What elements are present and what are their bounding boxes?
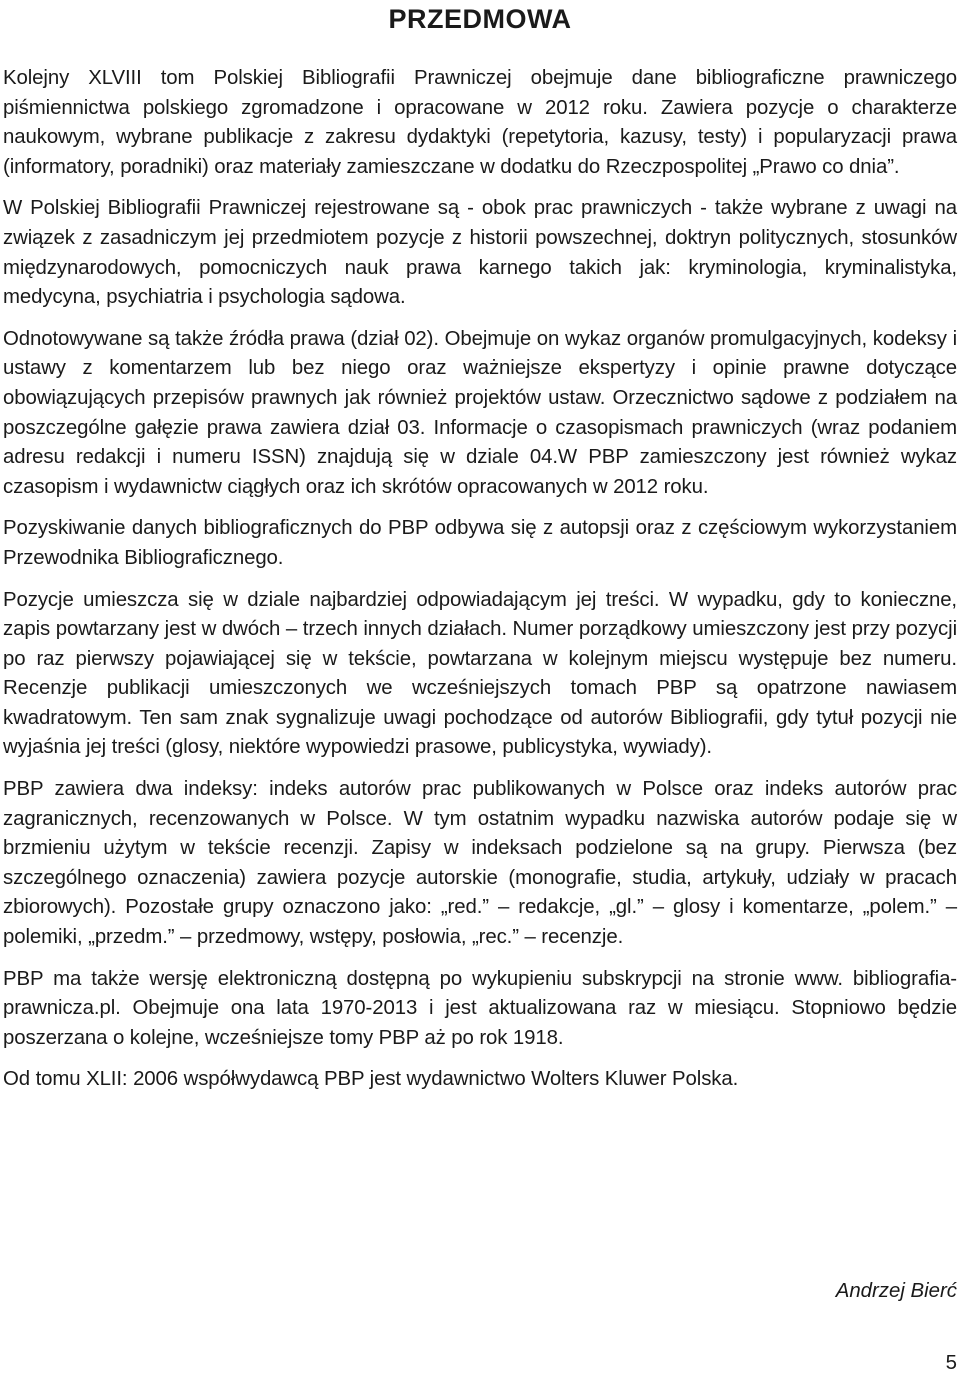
paragraph-2: W Polskiej Bibliografii Prawniczej rejestrowane są - obok prac prawniczych - także wybrane z uwagi na związek z zasadniczym jej przedmiotem pozycje z historii powszechnej, doktryn politycznych, stosunków międzynarodowych, pomocniczych nauk prawa karnego takich jak: kryminologia, kryminalistyka, medycyna, psychiatria i psychologia sądowa.	[3, 197, 957, 309]
paragraph-8: Od tomu XLII: 2006 współwydawcą PBP jest wydawnictwo Wolters Kluwer Polska.	[3, 1068, 739, 1091]
paragraph-3: Odnotowywane są także źródła prawa (dział 02). Obejmuje on wykaz organów promulgacyjnych, kodeksy i ustawy z komentarzem lub bez niego oraz ważniejsze ekspertyzy i opinie prawne dotyczące obowiązujących przepisów prawnych jak również projektów ustaw. Orzecznictwo sądowe z podziałem na poszczególne gałęzie prawa zawiera dział 03. Informacje o czasopismach prawniczych (wraz podaniem adresu redakcji i numeru ISSN) znajdują się w dziale 04.W PBP zamieszczony jest również wykaz czasopism i wydawnictw ciągłych oraz ich skrótów opracowanych w 2012 roku.	[3, 327, 957, 498]
paragraph-7: PBP ma także wersję elektroniczną dostępną po wykupieniu subskrypcji na stronie www. bibliografia-prawnicza.pl. Obejmuje ona lata 1970-2013 i jest aktualizowana raz w miesiącu. Stopniowo będzie poszerzana o kolejne, wcześniejsze tomy PBP aż po rok 1918.	[3, 967, 957, 1049]
paragraph-5: Pozycje umieszcza się w dziale najbardziej odpowiadającym jej treści. W wypadku, gdy to konieczne, zapis powtarzany jest w dwóch – trzech innych działach. Numer porządkowy umieszczony jest przy pozycji po raz pierwszy pojawiającej się w tekście, powtarzana w kolejnym miejscu występuje bez numeru. Recenzje publikacji umieszczonych we wcześniejszych tomach PBP są opatrzone nawiasem kwadratowym. Ten sam znak sygnalizuje uwagi pochodzące od autorów Bibliografii, gdy tytuł pozycji nie wyjaśnia jej treści (glosy, niektóre wypowiedzi prasowe, publicystyka, wywiady).	[3, 588, 957, 759]
page-number: 5	[945, 1352, 957, 1374]
preface-body	[3, 64, 957, 1107]
paragraph-4: Pozyskiwanie danych bibliograficznych do PBP odbywa się z autopsji oraz z częściowym wykorzystaniem Przewodnika Bibliograficznego.	[3, 517, 957, 569]
page-title: PRZEDMOWA	[388, 4, 572, 34]
document-page	[3, 0, 957, 1378]
paragraph-1: Kolejny XLVIII tom Polskiej Bibliografii Prawniczej obejmuje dane bibliograficzne prawniczego piśmiennictwa polskiego zgromadzone i opracowane w 2012 roku. Zawiera pozycje o charakterze naukowym, wybrane publikacje z zakresu dydaktyki (repetytoria, kazusy, testy) i popularyzacji prawa (informatory, poradniki) oraz materiały zamieszczane w dodatku do Rzeczpospolitej „Prawo co dnia”.	[3, 67, 957, 178]
author-signature: Andrzej Bierć	[835, 1280, 957, 1302]
paragraph-6: PBP zawiera dwa indeksy: indeks autorów prac publikowanych w Polsce oraz indeks autorów prac zagranicznych, recenzowanych w Polsce. W tym ostatnim wypadku nazwiska autorów podaje się w brzmieniu użytym w tekście recenzji. Zapisy w indeksach podzielone są na grupy. Pierwsza (bez szczególnego oznaczenia) zawiera pozycje autorskie (monografie, studia, artykuły, udziały w pracach zbiorowych). Pozostałe grupy oznaczono jako: „red.” – redakcje, „gl.” – glosy i komentarze, „polem.” – polemiki, „przedm.” – przedmowy, wstępy, posłowia, „rec.” – recenzje.	[3, 778, 957, 949]
